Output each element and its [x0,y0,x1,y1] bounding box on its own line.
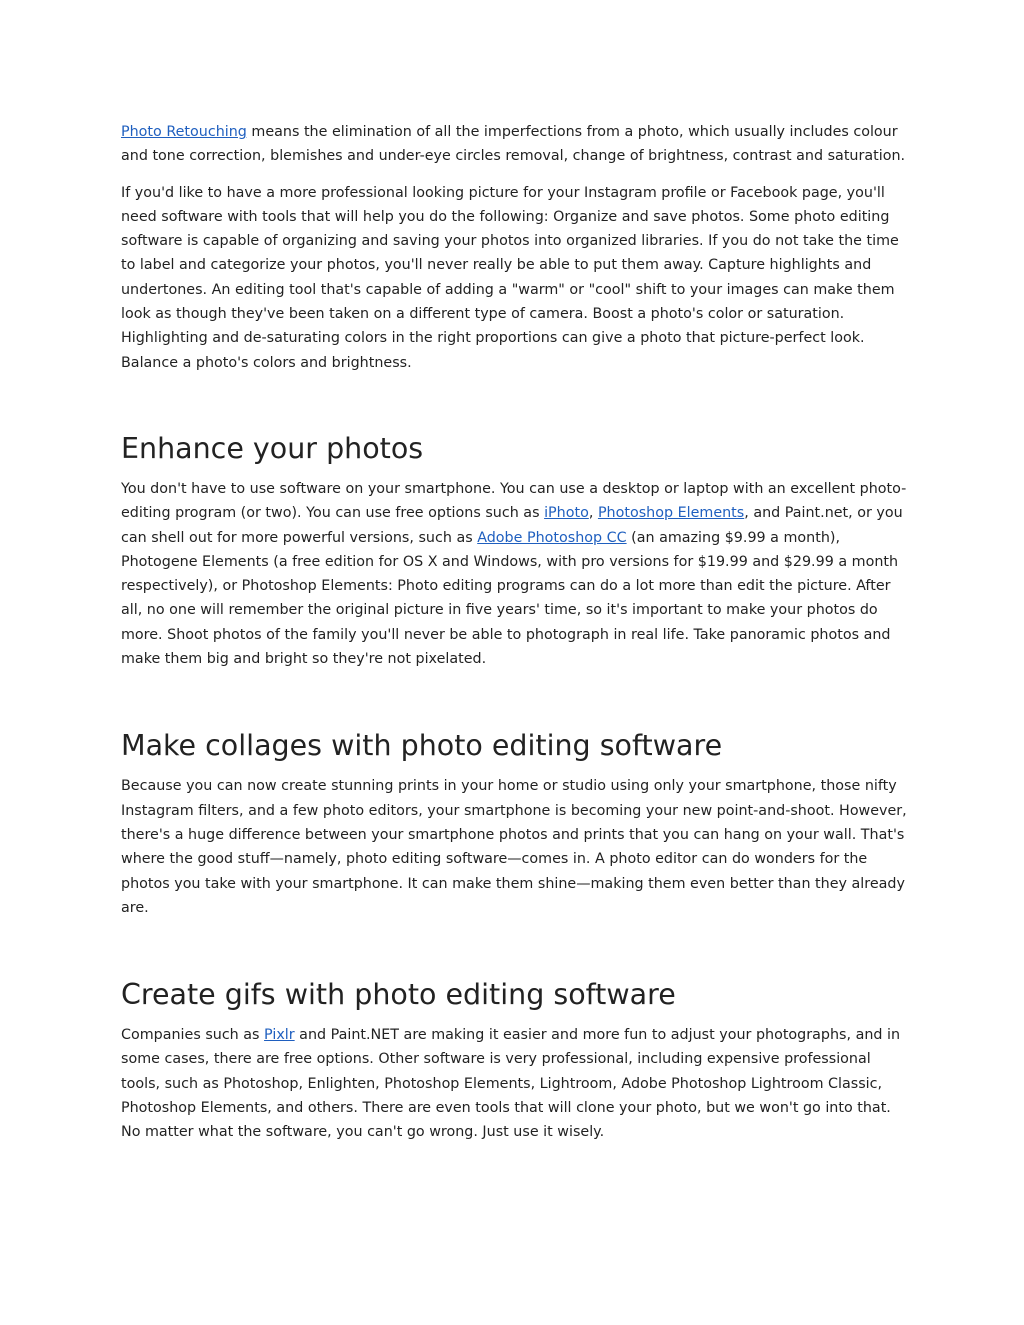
enhance-text-3: , and Paint.net, or you can shell out for more powerful versions, such as [121,505,903,546]
heading-create-gifs: Create gifs with photo editing software [121,978,676,1012]
adobe-photoshop-cc-link[interactable]: Adobe Photoshop CC [477,529,627,546]
heading-enhance-your-photos: Enhance your photos [121,431,424,465]
photoshop-elements-link[interactable]: Photoshop Elements [597,505,745,522]
gifs-text-2: and Paint.NET are making it easier and more fun to adjust your photographs, and in some cases, there are free options. Other software is very professional, including expensive professional tools, such as Photoshop, Enlighten, Photoshop Elements, Lightroom, Adobe Photoshop Lightroom Classic, Photoshop Elements, and others. There are even tools that will clone your photo, but we won't go into that. No matter what the software, you can't go wrong. Just use it wisely. [121,1027,901,1141]
enhance-paragraph [121,477,907,671]
intro-text: means the elimination of all the imperfections from a photo, which usually includes colour and tone correction, blemishes and under-eye circles removal, change of brightness, contrast and saturation. [121,124,906,165]
pixlr-link[interactable]: Pixlr [264,1027,295,1044]
collages-paragraph: Because you can now create stunning prints in your home or studio using only your smartphone, those nifty Instagram filters, and a few photo editors, your smartphone is becoming your new point-and-shoot. However, there's a huge difference between your smartphone photos and prints that you can hang on your wall. That's where the good stuff—namely, photo editing software—comes in. A photo editor can do wonders for the photos you take with your smartphone. It can make them shine—making them even better than they already are. [121,778,907,916]
document-body [121,120,907,1145]
enhance-text-1: You don't have to use software on your smartphone. You can use a desktop or laptop with an excellent photo-editing program (or two). You can use free options such as [121,480,907,522]
gifs-text-1: Companies such as [121,1027,265,1044]
gifs-paragraph [121,1023,907,1144]
benefits-paragraph: If you'd like to have a more professional looking picture for your Instagram profile or Facebook page, you'll need software with tools that will help you do the following: Organize and save photos. Some photo editing software is capable of organizing and saving your photos into organized libraries. If you do not take the time to label and categorize your photos, you'll never really be able to put them away. Capture highlights and undertones. An editing tool that's capable of adding a "warm" or "cool" shift to your images can make them look as though they've been taken on a different type of camera. Boost a photo's color or saturation. Highlighting and de-saturating colors in the right proportions can give a photo that picture-perfect look. Balance a photo's colors and brightness. [121,184,899,371]
iphoto-link[interactable]: iPhoto [544,505,589,522]
enhance-text-4: (an amazing $9.99 a month), Photogene Elements (a free edition for OS X and Windows, with pro versions for $19.99 and $29.99 a month respectively), or Photoshop Elements: Photo editing programs can do a lot more than edit the picture. After all, no one will remember the original picture in five years' time, so it's important to make your photos do more. Shoot photos of the family you'll never be able to photograph in real life. Take panoramic photos and make them big and bright so they're not pixelated. [121,529,899,668]
heading-make-collages: Make collages with photo editing software [121,729,723,763]
photo-retouching-link[interactable]: Photo Retouching [121,124,247,140]
enhance-text-2: , [588,505,598,522]
intro-paragraph [121,120,907,169]
